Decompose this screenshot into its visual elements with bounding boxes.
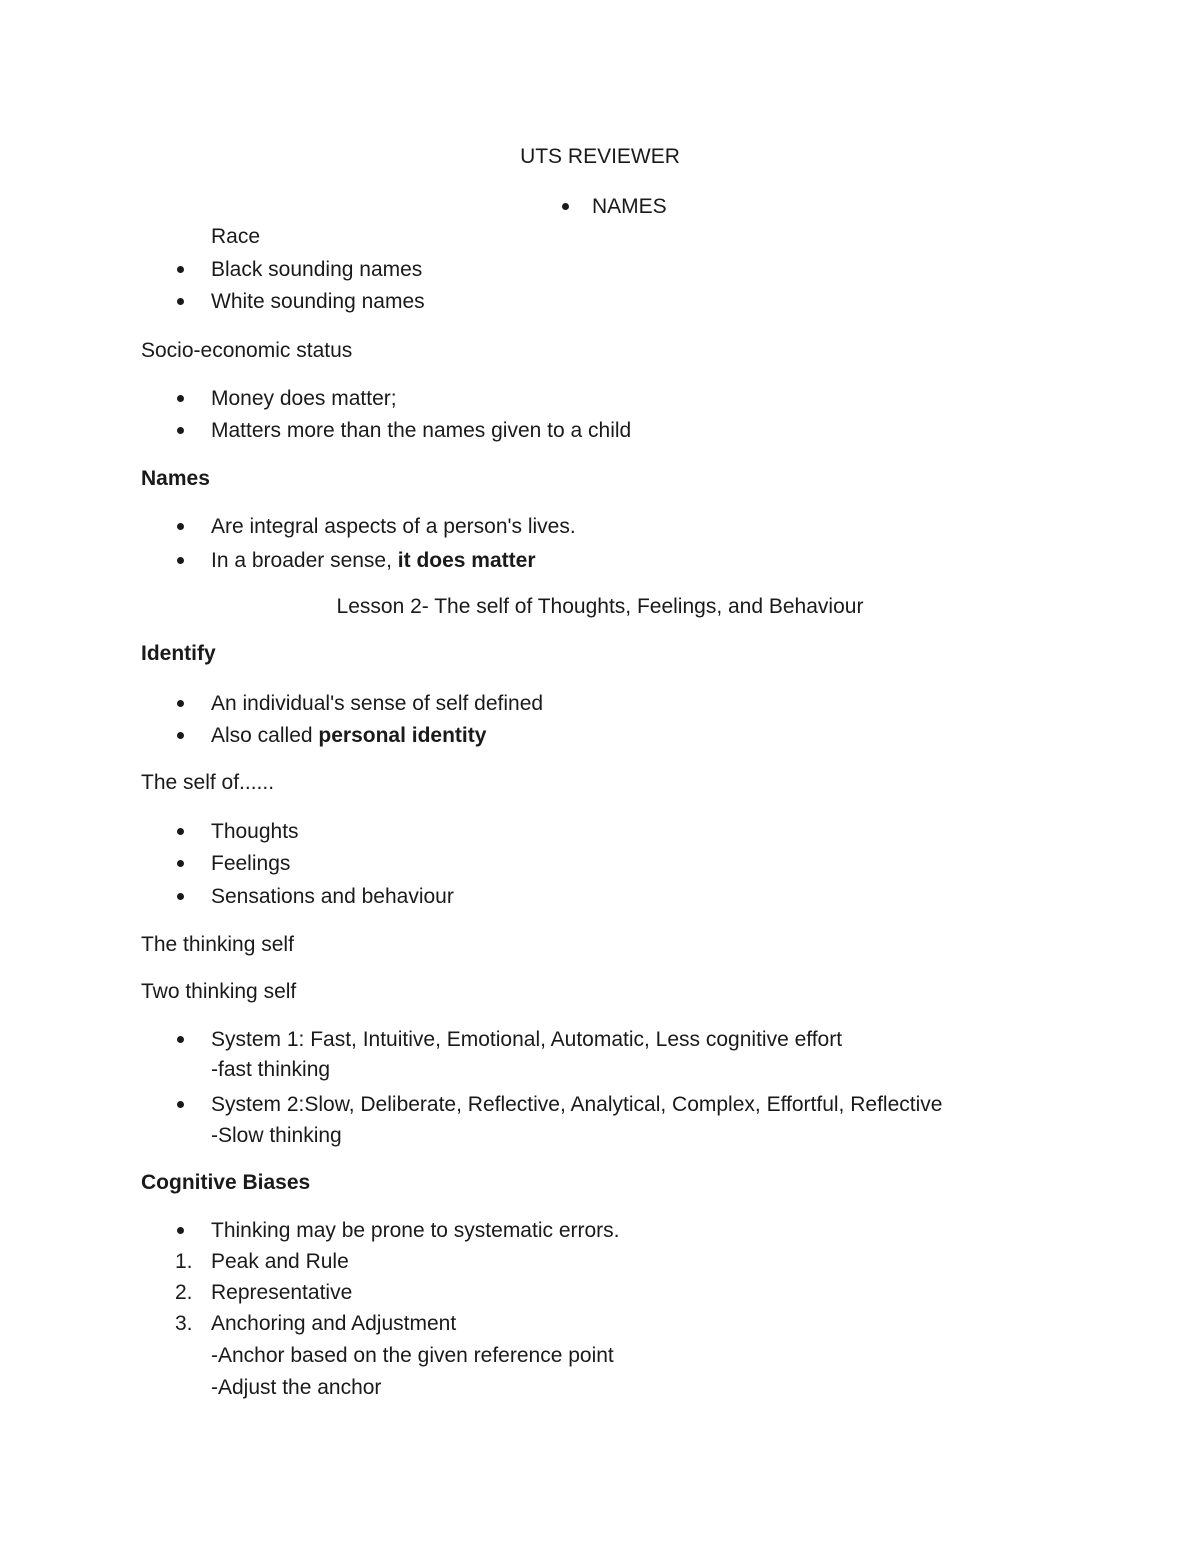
- self-of-label: The self of......: [141, 771, 275, 794]
- list-item: White sounding names: [211, 290, 425, 313]
- list-item: An individual's sense of self defined: [211, 692, 544, 715]
- page-title: UTS REVIEWER: [520, 145, 680, 168]
- list-item: Also called personal identity: [211, 724, 487, 747]
- list-number: 2.: [175, 1281, 193, 1304]
- list-item: Feelings: [211, 852, 291, 875]
- list-item: In a broader sense, it does matter: [211, 549, 536, 572]
- lesson-2-title: Lesson 2- The self of Thoughts, Feelings, and Behaviour: [336, 595, 864, 618]
- list-item-note: -Slow thinking: [211, 1124, 342, 1147]
- list-item: System 2:Slow, Deliberate, Reflective, Analytical, Complex, Effortful, Reflective: [211, 1093, 943, 1116]
- bullet-icon: [177, 700, 184, 707]
- names-section-heading: NAMES: [592, 195, 667, 218]
- identify-heading: Identify: [141, 642, 216, 665]
- bullet-icon: [562, 203, 569, 210]
- cognitive-biases-heading: Cognitive Biases: [141, 1171, 311, 1194]
- bullet-icon: [177, 266, 184, 273]
- bullet-icon: [177, 732, 184, 739]
- list-item: Thinking may be prone to systematic errors.: [211, 1219, 620, 1242]
- list-item-note: -Anchor based on the given reference point: [211, 1344, 614, 1367]
- list-item: Sensations and behaviour: [211, 885, 454, 908]
- list-number: 3.: [175, 1312, 193, 1335]
- names-heading: Names: [141, 467, 210, 490]
- list-item-note: -fast thinking: [211, 1058, 331, 1081]
- bullet-icon: [177, 828, 184, 835]
- two-thinking-label: Two thinking self: [141, 980, 297, 1003]
- bullet-icon: [177, 298, 184, 305]
- list-item-note: -Adjust the anchor: [211, 1376, 382, 1399]
- bullet-icon: [177, 893, 184, 900]
- thinking-self-label: The thinking self: [141, 933, 294, 956]
- bullet-icon: [177, 1036, 184, 1043]
- list-number: 1.: [175, 1250, 193, 1273]
- bullet-icon: [177, 523, 184, 530]
- bullet-icon: [177, 557, 184, 564]
- list-item: Matters more than the names given to a child: [211, 419, 632, 442]
- socio-label: Socio-economic status: [141, 339, 353, 362]
- numbered-item: Representative: [211, 1281, 353, 1304]
- list-item: Thoughts: [211, 820, 299, 843]
- list-item: Money does matter;: [211, 387, 397, 410]
- bullet-icon: [177, 427, 184, 434]
- bullet-icon: [177, 1101, 184, 1108]
- list-item: Are integral aspects of a person's lives.: [211, 515, 576, 538]
- bullet-icon: [177, 860, 184, 867]
- numbered-item: Anchoring and Adjustment: [211, 1312, 457, 1335]
- list-item: System 1: Fast, Intuitive, Emotional, Automatic, Less cognitive effort: [211, 1028, 843, 1051]
- race-label: Race: [211, 225, 261, 248]
- numbered-item: Peak and Rule: [211, 1250, 349, 1273]
- bullet-icon: [177, 1227, 184, 1234]
- list-item: Black sounding names: [211, 258, 423, 281]
- bullet-icon: [177, 395, 184, 402]
